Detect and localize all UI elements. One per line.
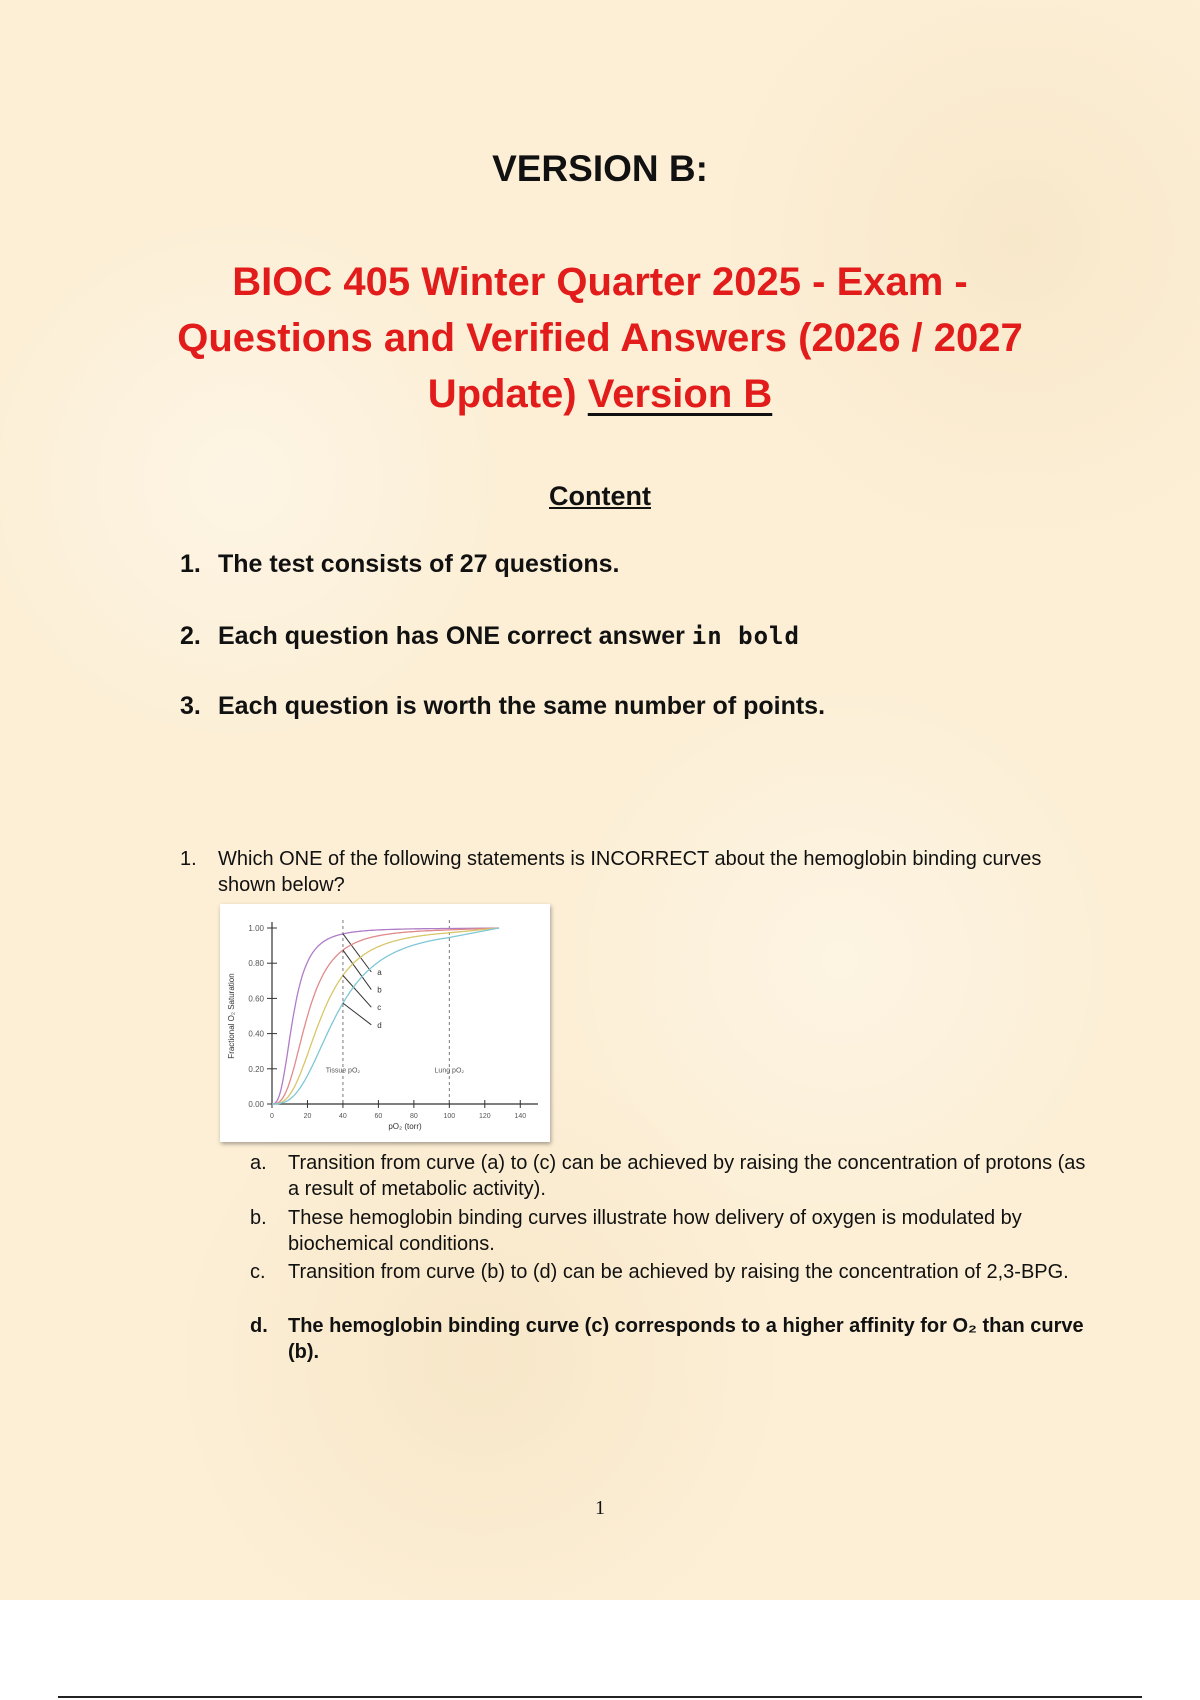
y-tick-label: 0.00	[248, 1100, 264, 1109]
rule-text: The test consists of 27 questions.	[218, 550, 620, 578]
curve-label-b: b	[377, 985, 382, 995]
version-b-link[interactable]: Version B	[587, 372, 773, 416]
x-tick-label: 60	[374, 1113, 383, 1120]
option-letter: b.	[250, 1207, 267, 1229]
content-heading: Content	[549, 481, 651, 511]
option-text: These hemoglobin binding curves illustrate how delivery of oxygen is modulated by biochemical conditions.	[288, 1207, 1022, 1255]
curve-label-c: c	[377, 1003, 382, 1013]
y-tick-label: 1.00	[248, 924, 264, 933]
x-tick-label: 100	[443, 1113, 456, 1120]
option-text: Transition from curve (a) to (c) can be achieved by raising the concentration of protons (as a result of metabolic activity).	[288, 1152, 1086, 1200]
y-axis-label: Fractional O₂ Saturation	[227, 973, 236, 1059]
question-text: Which ONE of the following statements is INCORRECT about the hemoglobin binding curves shown below?	[218, 848, 1042, 896]
rule-item	[180, 692, 825, 721]
curve-d	[272, 928, 499, 1104]
rule-text: Each question is worth the same number of points.	[218, 692, 826, 720]
x-axis-label: pO₂ (torr)	[388, 1122, 422, 1131]
rule-item	[180, 550, 619, 579]
question-number: 1.	[180, 848, 197, 870]
curve-label-d: d	[377, 1020, 382, 1030]
hemoglobin-binding-chart	[220, 904, 550, 1142]
x-tick-label: 140	[514, 1113, 527, 1120]
x-tick-label: 120	[478, 1113, 491, 1120]
chart-svg	[220, 904, 550, 1142]
rule-number: 2.	[180, 622, 201, 650]
x-tick-label: 20	[303, 1113, 312, 1120]
curve-leader-c	[343, 975, 371, 1007]
tissue-po2-label: Tissue pO₂	[325, 1067, 361, 1075]
rule-number: 3.	[180, 692, 201, 720]
exam-title-line-1: BIOC 405 Winter Quarter 2025 - Exam -	[232, 260, 968, 304]
rule-mono-text: in bold	[691, 622, 800, 650]
y-tick-label: 0.40	[248, 1029, 264, 1039]
option-letter: c.	[250, 1261, 266, 1283]
curve-leader-d	[343, 1003, 371, 1025]
version-title: VERSION B:	[492, 148, 708, 189]
page-number: 1	[595, 1497, 605, 1519]
option-text: Transition from curve (b) to (d) can be achieved by raising the concentration of 2,3-BPG.	[288, 1261, 1069, 1283]
rule-item	[180, 622, 800, 651]
y-tick-label: 0.80	[248, 959, 264, 969]
option-text: The hemoglobin binding curve (c) corresponds to a higher affinity for O₂ than curve (b).	[288, 1315, 1084, 1363]
curve-label-a: a	[377, 968, 382, 977]
exam-title	[100, 254, 1100, 422]
exam-title-line-2: Questions and Verified Answers (2026 / 2027	[177, 316, 1023, 360]
x-tick-label: 80	[409, 1113, 418, 1120]
footer-rule	[58, 1696, 1142, 1698]
x-tick-label: 0	[270, 1113, 274, 1120]
y-tick-label: 0.60	[248, 994, 264, 1004]
exam-title-line-3	[100, 366, 1100, 422]
option-letter: a.	[250, 1152, 267, 1174]
lung-po2-label: Lung pO₂	[434, 1067, 465, 1075]
exam-title-line-3-prefix: Update)	[427, 372, 577, 416]
option-letter: d.	[250, 1315, 268, 1337]
rule-number: 1.	[180, 550, 201, 578]
x-tick-label: 40	[339, 1113, 347, 1120]
y-tick-label: 0.20	[248, 1064, 264, 1074]
rule-text: Each question has ONE correct answer	[218, 622, 685, 650]
